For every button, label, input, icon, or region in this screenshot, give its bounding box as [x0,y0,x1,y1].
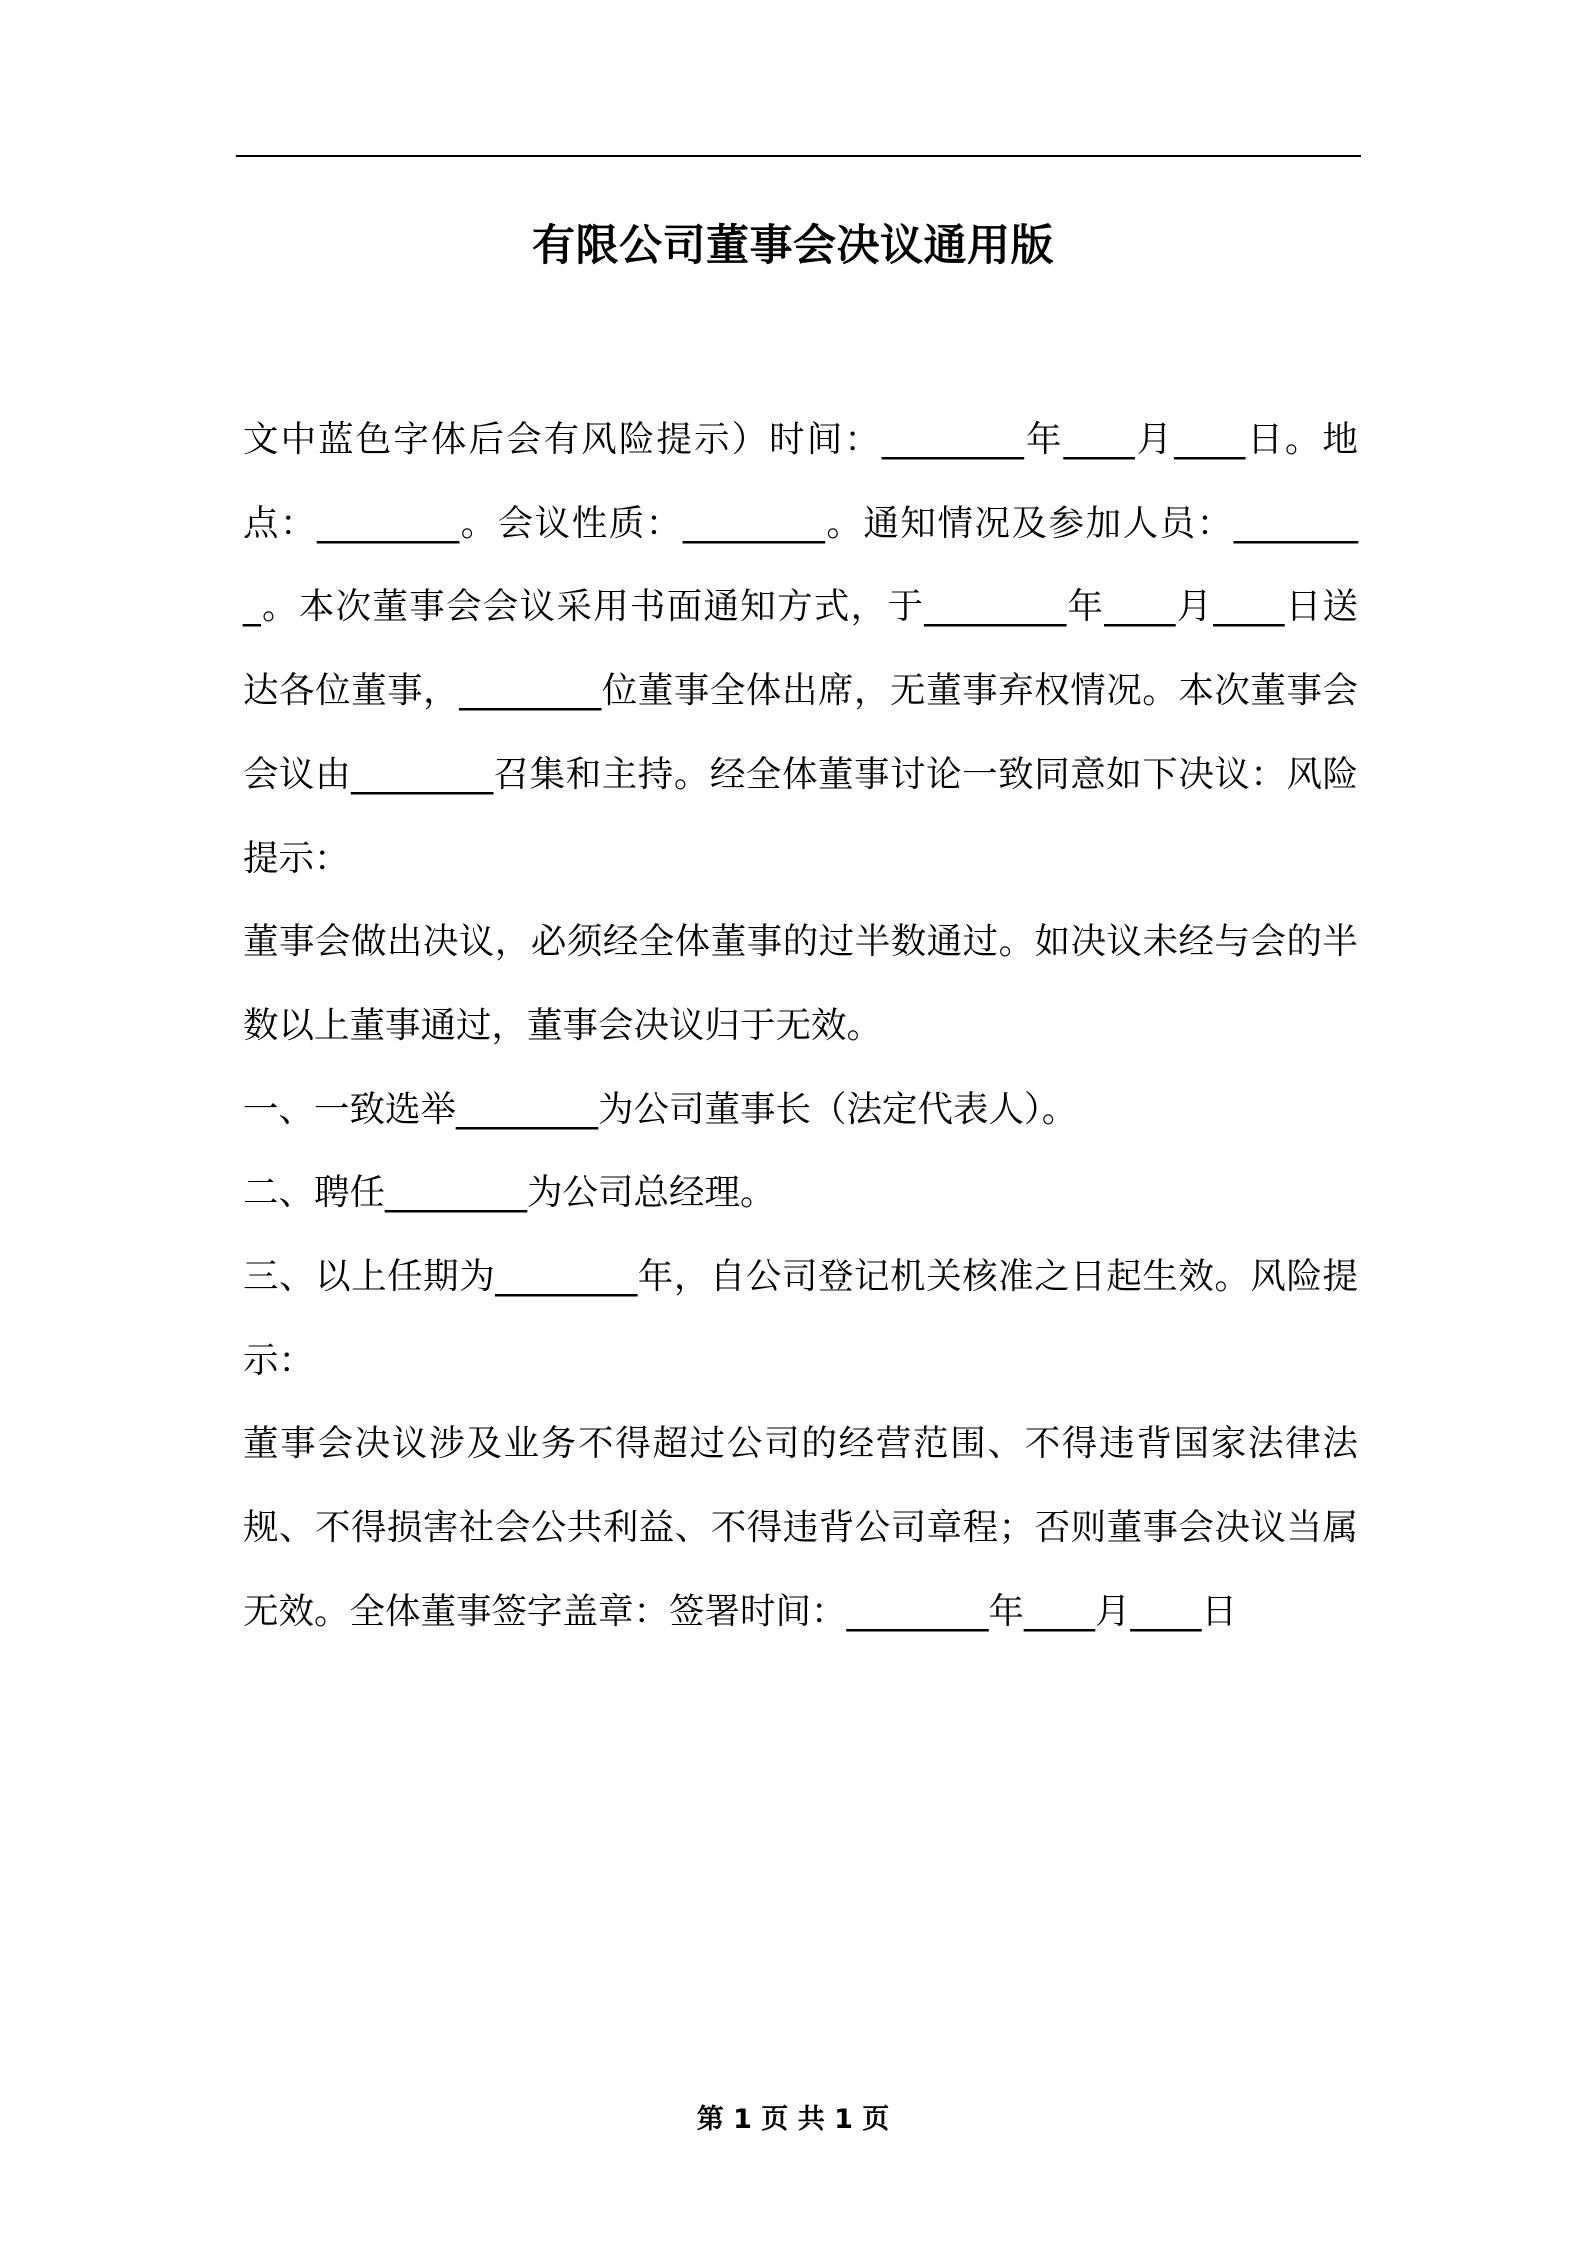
document-title: 有限公司董事会决议通用版 [532,221,1054,271]
paragraph-risk-notice-scope-signature: 董事会决议涉及业务不得超过公司的经营范围、不得违背国家法律法规、不得损害社会公共利益、不得违背公司章程；否则董事会决议当属无效。全体董事签字盖章：签署时间：________年____月____日 [243,1423,1358,1632]
paragraph-resolution-general-manager: 二、聘任________为公司总经理。 [243,1172,776,1214]
paragraph-resolution-chairman: 一、一致选举________为公司董事长（法定代表人）。 [243,1088,1078,1130]
page-number: 第 1 页 共 1 页 [696,2104,890,2135]
paragraph-risk-notice-voting: 董事会做出决议，必须经全体董事的过半数通过。如决议未经与会的半数以上董事通过，董事会决议归于无效。 [243,921,1358,1046]
paragraph-meeting-info: 文中蓝色字体后会有风险提示）时间：________年____月____日。地点：________。会议性质：________。通知情况及参加人员：________。本次董事会会议采用书面通知方式，于________年____月____日送达各位董事，________位董事全体出席，无董事弃权情况。本次董事会会议由________召集和主持。经全体董事讨论一致同意如下决议：风险提示： [243,419,1358,879]
header-rule [236,155,1361,157]
paragraph-resolution-term: 三、以上任期为________年，自公司登记机关核准之日起生效。风险提示： [243,1256,1358,1381]
document-body [243,398,1358,1654]
